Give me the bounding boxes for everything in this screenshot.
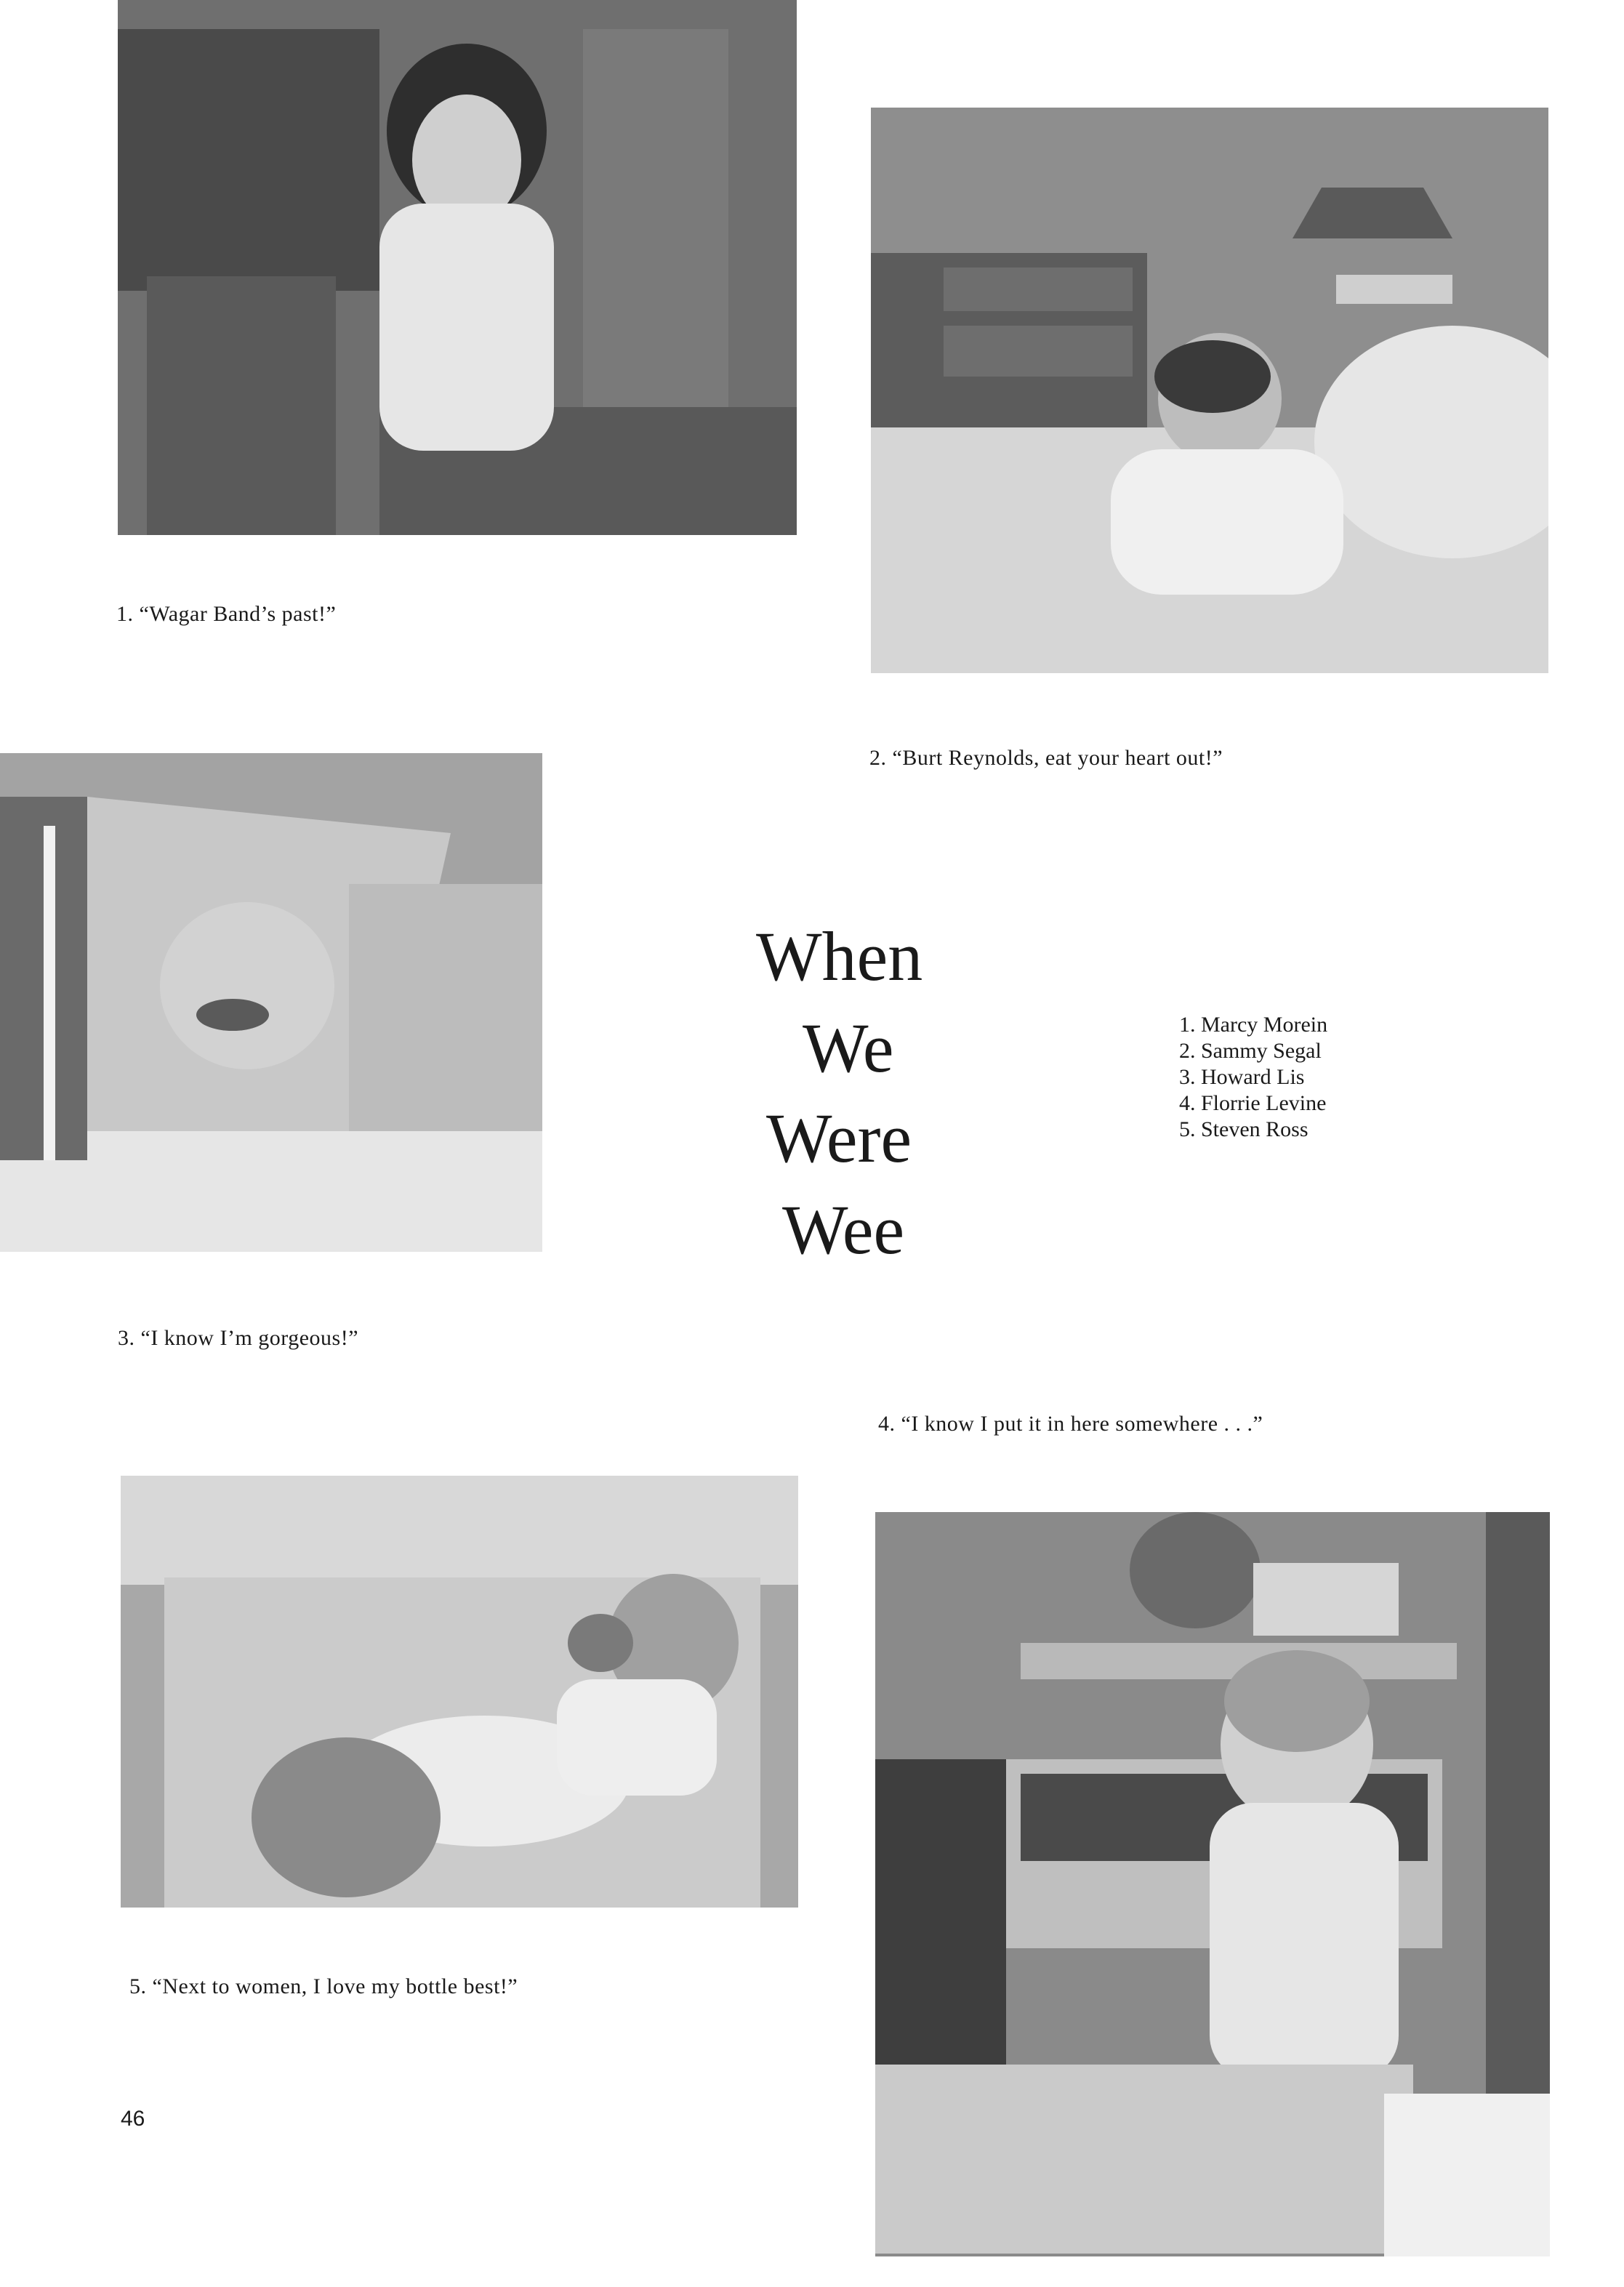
title-word-when: When xyxy=(756,917,923,995)
caption-photo-3: 3. “I know I’m gorgeous!” xyxy=(118,1326,359,1350)
photo-4-image xyxy=(875,1512,1550,2256)
photo-3-image xyxy=(0,753,542,1252)
name-list-item: 3. Howard Lis xyxy=(1179,1065,1305,1089)
name-list xyxy=(1179,1012,1327,1143)
page-number: 46 xyxy=(121,2107,145,2131)
photo-1-toddler-flute xyxy=(118,0,797,535)
photo-5-image xyxy=(121,1476,798,1908)
photo-1-image xyxy=(118,0,797,535)
photo-5-baby-bottle xyxy=(121,1476,798,1908)
photo-3-smiling-baby xyxy=(0,753,542,1252)
title-word-we: We xyxy=(803,1009,894,1087)
title-word-wee: Wee xyxy=(782,1191,905,1269)
caption-photo-2: 2. “Burt Reynolds, eat your heart out!” xyxy=(869,746,1223,770)
name-list-item: 2. Sammy Segal xyxy=(1179,1039,1322,1063)
caption-photo-5: 5. “Next to women, I love my bottle best!” xyxy=(129,1974,518,1998)
name-list-item: 4. Florrie Levine xyxy=(1179,1091,1327,1115)
name-list-item: 5. Steven Ross xyxy=(1179,1117,1309,1141)
caption-photo-1: 1. “Wagar Band’s past!” xyxy=(116,602,337,626)
photo-2-image xyxy=(871,108,1548,673)
caption-photo-4: 4. “I know I put it in here somewhere . . .” xyxy=(878,1412,1263,1436)
photo-2-baby-on-bed xyxy=(871,108,1548,673)
title-word-were: Were xyxy=(766,1099,912,1177)
name-list-item: 1. Marcy Morein xyxy=(1179,1013,1328,1037)
photo-4-toddler-drawer xyxy=(875,1512,1550,2256)
